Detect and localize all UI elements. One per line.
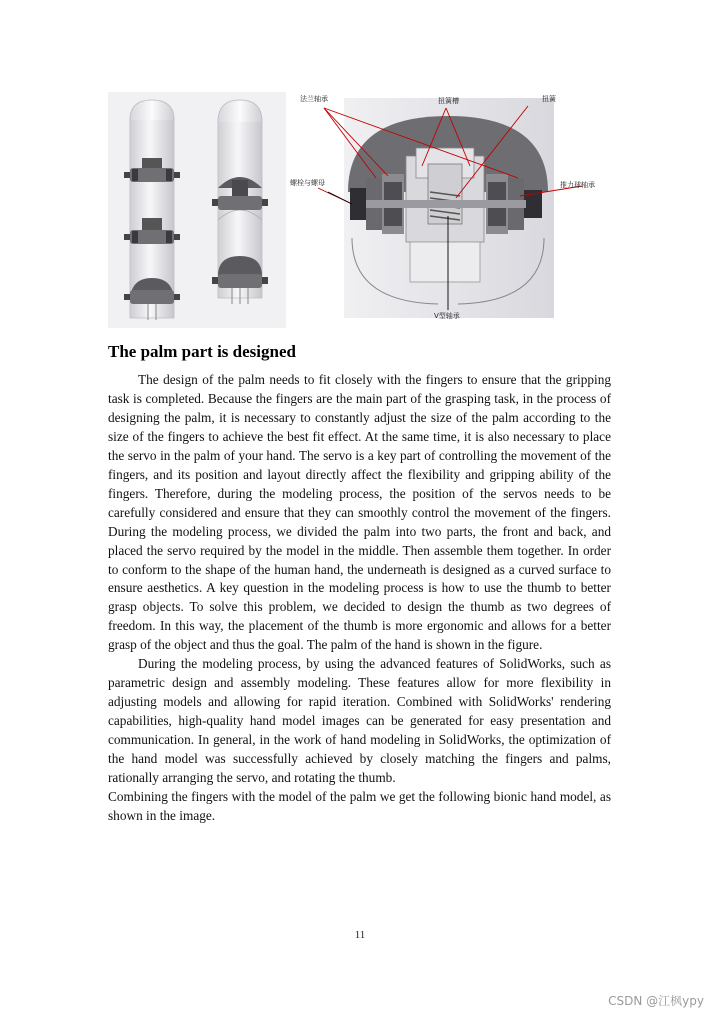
- label-bolt-nut: 螺栓与螺母: [290, 179, 325, 187]
- finger-2: [212, 100, 268, 304]
- finger-1: [124, 100, 180, 320]
- finger-model-figure: [108, 92, 612, 328]
- finger-render-image: [108, 92, 286, 328]
- paragraph-3: Combining the fingers with the model of the palm we get the following bionic hand model, as shown in the image.: [108, 788, 611, 823]
- label-torsion-spring: 扭簧: [542, 95, 556, 103]
- joint-section-svg: [288, 92, 612, 328]
- section-heading: The palm part is designed: [108, 342, 296, 361]
- label-torsion-spring-slot: 扭簧槽: [438, 97, 459, 105]
- label-flange-bearing: 法兰轴承: [300, 95, 328, 103]
- finger-render-svg: [108, 92, 286, 328]
- label-thrust-ball-bearing: 推力球轴承: [560, 181, 595, 189]
- page-number: 11: [354, 929, 366, 941]
- label-v-bearing: V型轴承: [434, 312, 460, 320]
- paragraph-2: During the modeling process, by using the advanced features of SolidWorks, such as parametric design and assembly modeling. These features allow for more flexibility in adjusting models and allowing for rapid iteration. Combined with SolidWorks' rendering capabilities, high-quality hand model images can be generated for easy presentation and communication. In general, in the work of hand modeling in SolidWorks, the optimization of the hand model was successfully achieved by closely matching the fingers and palms, rationally arranging the servo, and rotating the thumb.: [108, 656, 611, 786]
- paragraph-1: The design of the palm needs to fit closely with the fingers to ensure that the gripping task is completed. Because the fingers are the main part of the grasping task, in the process of designing the palm, it is necessary to constantly adjust the size of the palm according to the size of the fingers to achieve the best fit effect. At the same time, it is also necessary to place the servo in the palm of your hand. The servo is a key part of controlling the movement of the fingers, and its position and layout directly affect the flexibility and gripping ability of the fingers. Therefore, during the modeling process, the position of the servos needs to be carefully considered and ensure that they can smoothly control the movement of the fingers. During the modeling process, we divided the palm into two parts, the front and back, and placed the servo required by the model in the middle. Then assemble them together. In order to conform to the shape of the human hand, the underneath is designed as a curved surface to ensure aesthetics. A key question in the modeling process is how to use the thumb to better grasp objects. To solve this problem, we decided to design the thumb as two degrees of freedom. In this way, the placement of the thumb is more ergonomic and allows for a better grasp of the object and thus the goal. The palm of the hand is shown in the figure.: [108, 372, 611, 653]
- watermark: CSDN @江枫ypy: [608, 994, 704, 1008]
- joint-section-diagram: [288, 92, 612, 328]
- body-text: [108, 371, 611, 826]
